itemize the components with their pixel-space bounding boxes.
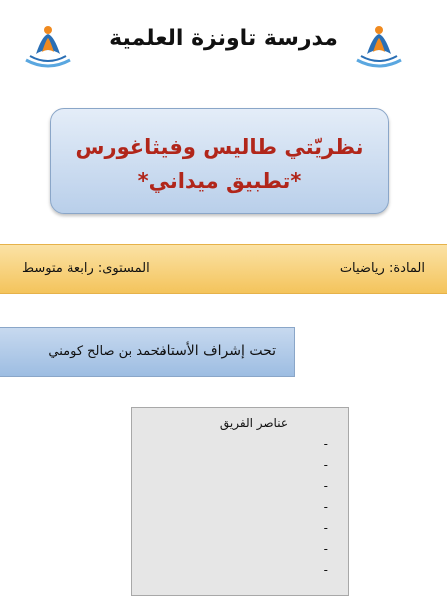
list-item: - — [323, 542, 328, 556]
teacher-band — [0, 327, 295, 377]
team-box — [131, 407, 349, 596]
list-item: - — [323, 479, 328, 493]
subject-band — [0, 244, 447, 294]
document-title: نظريّتي طاليس وفيثاغورس — [75, 135, 364, 159]
list-item: - — [323, 521, 328, 535]
teacher-label: تحت إشراف الأستاذ: — [155, 343, 276, 359]
team-title: عناصر الفريق — [219, 416, 288, 430]
list-item: - — [323, 563, 328, 577]
list-item: - — [323, 437, 328, 451]
school-logo-left — [20, 16, 76, 76]
teacher-name: محمد بن صالح كومني — [48, 344, 166, 359]
list-item: - — [323, 458, 328, 472]
level-label: المستوى: رابعة متوسط — [22, 261, 150, 276]
team-list — [324, 434, 328, 581]
logo-emblem-icon — [351, 16, 407, 76]
list-item: - — [323, 500, 328, 514]
school-logo-right — [351, 16, 407, 76]
subject-label: المادة: رياضيات — [339, 261, 425, 276]
document-subtitle: *تطبيق ميداني* — [137, 169, 302, 193]
school-name: مدرسة تاونزة العلمية — [109, 26, 338, 51]
title-box — [50, 108, 389, 214]
logo-emblem-icon — [20, 16, 76, 76]
